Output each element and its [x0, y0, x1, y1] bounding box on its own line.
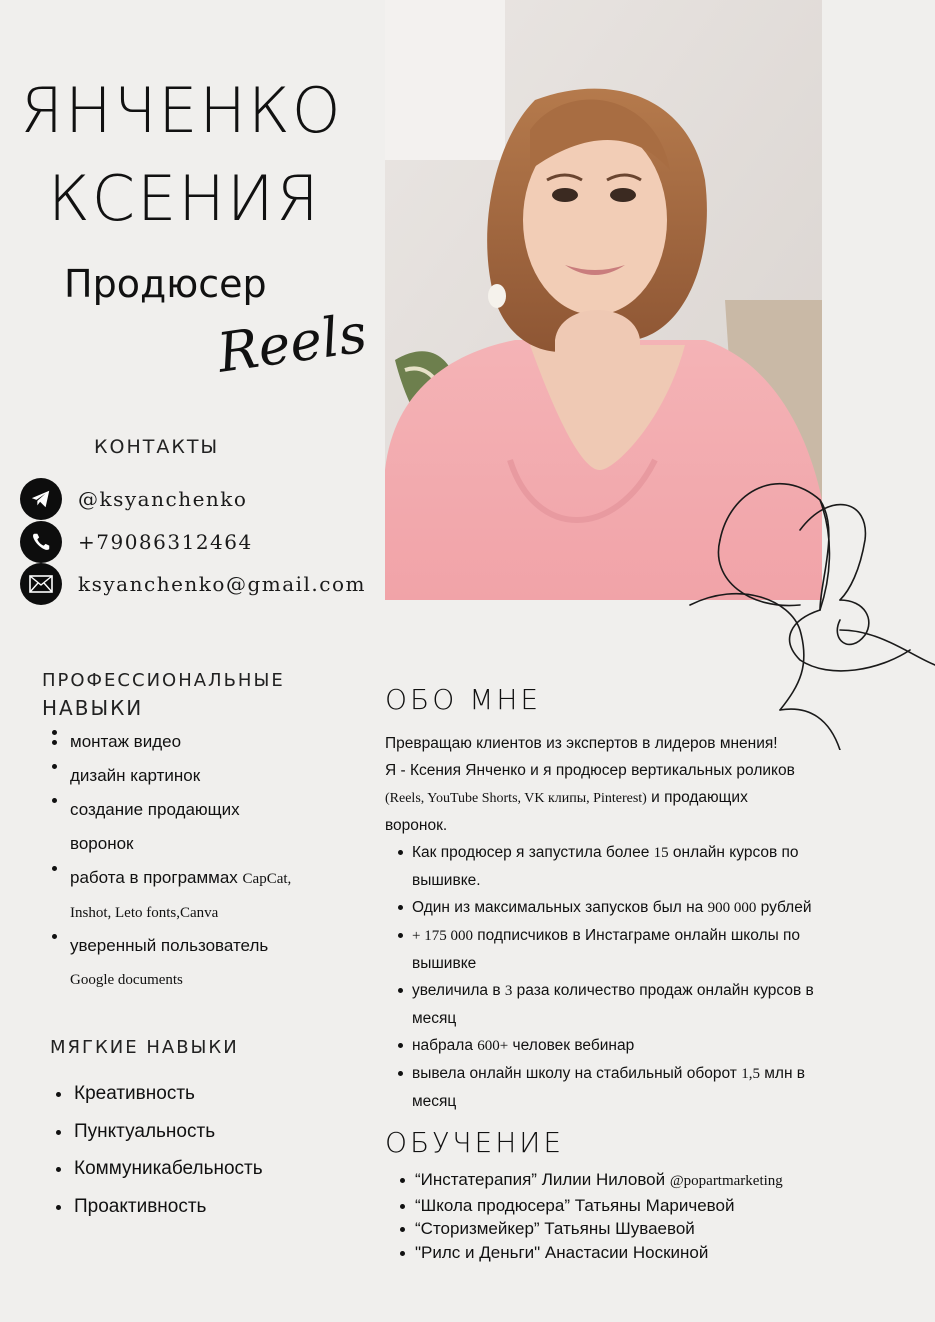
- list-item: создание продающих воронок: [40, 798, 340, 866]
- list-item: набрала 600+ человек вебинар: [385, 1032, 855, 1060]
- list-item: "Рилс и Деньги" Анастасии Носкиной: [385, 1241, 865, 1265]
- list-item: уверенный пользователь Google documents: [40, 934, 340, 1002]
- list-item: “Инстатерапия” Лилии Ниловой @popartmarketing: [385, 1168, 865, 1194]
- list-item: монтаж видео: [40, 730, 340, 764]
- list-item: “Сторизмейкер” Татьяны Шуваевой: [385, 1217, 865, 1241]
- about-line: Я - Ксения Янченко и я продюсер вертикальных роликов: [385, 762, 795, 779]
- telegram-handle[interactable]: @ksyanchenko: [78, 487, 248, 511]
- first-name: КСЕНИЯ: [48, 162, 321, 235]
- pro-skills-list: [40, 730, 340, 1002]
- list-item: Креативность: [50, 1082, 350, 1120]
- list-item: “Школа продюсера” Татьяны Маричевой: [385, 1194, 865, 1218]
- soft-skills-list: [50, 1082, 350, 1232]
- mail-icon: [20, 563, 62, 605]
- list-item: Один из максимальных запусков был на 900 000 рублей: [385, 894, 855, 922]
- pro-skills-title-line1: ПРОФЕССИОНАЛЬНЫЕ: [42, 670, 285, 691]
- job-title: Продюсер: [64, 262, 267, 306]
- list-item: Проактивность: [50, 1195, 350, 1233]
- about-line: Превращаю клиентов из экспертов в лидеров мнения!: [385, 735, 778, 752]
- about-title: ОБО МНЕ: [385, 683, 542, 716]
- list-item: Коммуникабельность: [50, 1157, 350, 1195]
- contact-telegram[interactable]: [20, 478, 247, 520]
- about-line: воронок.: [385, 817, 448, 834]
- soft-skills-title: МЯГКИЕ НАВЫКИ: [50, 1037, 239, 1058]
- about-line: (Reels, YouTube Shorts, VK клипы, Pinterest) и продающих: [385, 789, 748, 806]
- list-item: Пунктуальность: [50, 1120, 350, 1158]
- education-title: ОБУЧЕНИЕ: [385, 1126, 565, 1159]
- pro-skills-title-line2: НАВЫКИ: [42, 696, 144, 720]
- list-item: + 175 000 подписчиков в Инстаграме онлайн школы по вышивке: [385, 922, 855, 977]
- list-item: работа в программах CapCat, Inshot, Leto fonts,Canva: [40, 866, 340, 934]
- list-item: Как продюсер я запустила более 15 онлайн курсов по вышивке.: [385, 839, 855, 894]
- telegram-icon: [20, 478, 62, 520]
- list-item: дизайн картинок: [40, 764, 340, 798]
- last-name: ЯНЧЕНКО: [20, 74, 343, 147]
- contacts-title: КОНТАКТЫ: [94, 436, 220, 458]
- job-title-script: Reels: [213, 301, 371, 385]
- about-achievements: [385, 839, 855, 1115]
- phone-icon: [20, 521, 62, 563]
- about-section: [385, 730, 855, 1115]
- email-address[interactable]: ksyanchenko@gmail.com: [78, 572, 366, 596]
- list-item: вывела онлайн школу на стабильный оборот 1,5 млн в месяц: [385, 1060, 855, 1115]
- phone-number[interactable]: +79086312464: [78, 530, 253, 554]
- contact-phone[interactable]: [20, 521, 253, 563]
- flower-line-art: [680, 470, 935, 750]
- list-item: увеличила в 3 раза количество продаж онлайн курсов в месяц: [385, 977, 855, 1032]
- education-list: [385, 1168, 865, 1264]
- contact-email[interactable]: [20, 563, 366, 605]
